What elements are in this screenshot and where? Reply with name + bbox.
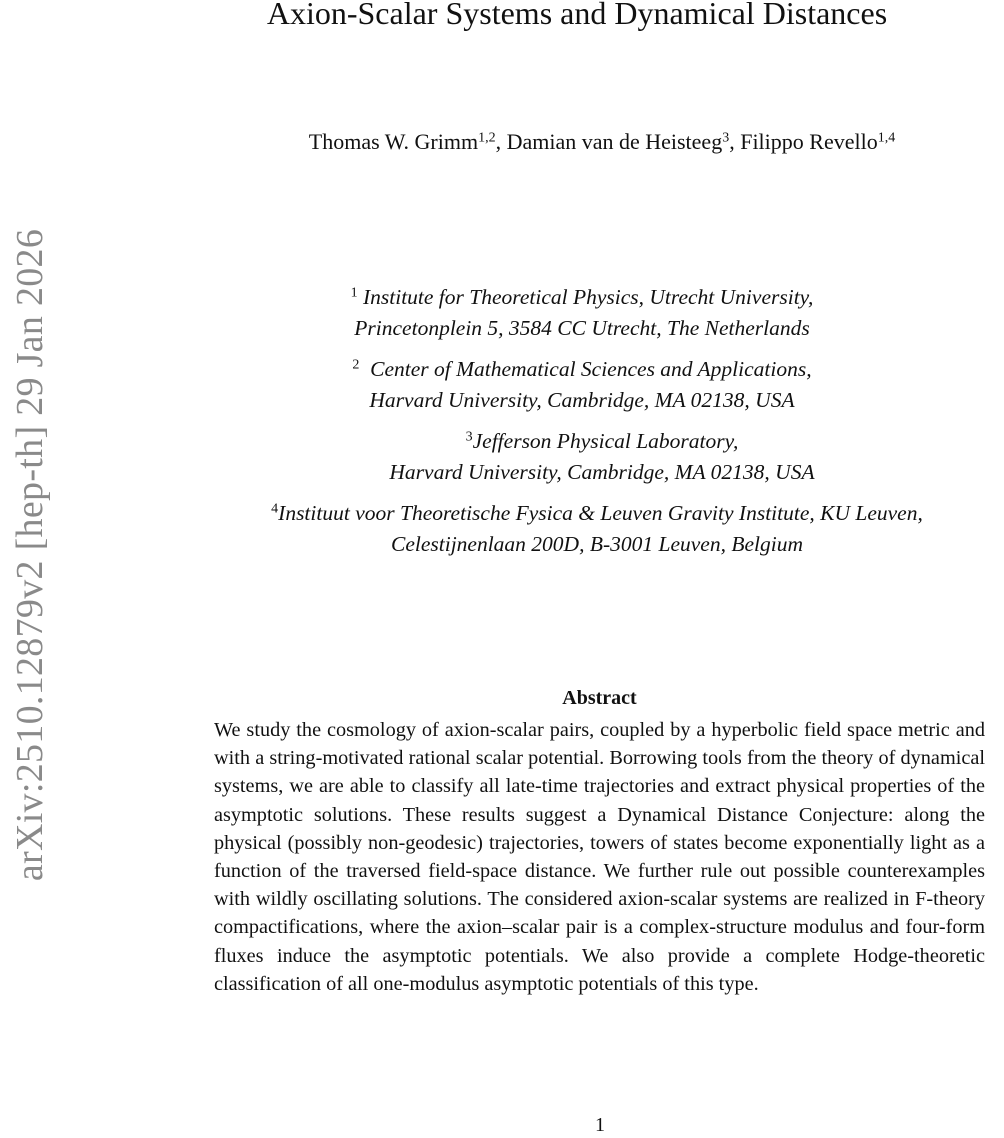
affiliation-line: Celestijnenlaan 200D, B-3001 Leuven, Belgium bbox=[390, 532, 803, 556]
author-separator: , bbox=[495, 129, 507, 154]
author-affiliation-marker: 1,4 bbox=[877, 130, 896, 146]
affiliation-1 bbox=[160, 282, 1004, 344]
affiliation-number: 4 bbox=[271, 501, 279, 517]
affiliation-line bbox=[200, 426, 1004, 457]
author-name: Damian van de Heisteeg bbox=[506, 129, 723, 154]
author-affiliation-marker: 1,2 bbox=[478, 130, 496, 146]
affiliation-text: Center of Mathematical Sciences and Applications, bbox=[370, 357, 812, 381]
arxiv-identifier-stamp: arXiv:2510.12879v2 [hep-th] 29 Jan 2026 bbox=[9, 228, 51, 882]
affiliation-line bbox=[160, 354, 1004, 385]
affiliation-3 bbox=[200, 426, 1004, 488]
affiliation-text: Instituut voor Theoretische Fysica & Leuven Gravity Institute, KU Leuven, bbox=[278, 501, 923, 525]
author-affiliation-marker: 3 bbox=[722, 130, 730, 146]
affiliation-number: 1 bbox=[350, 285, 358, 301]
affiliation-text: Institute for Theoretical Physics, Utrecht University, bbox=[362, 285, 814, 309]
paper-title: Axion-Scalar Systems and Dynamical Distances bbox=[266, 0, 888, 31]
author-separator: , bbox=[729, 129, 741, 154]
affiliation-4 bbox=[190, 498, 1004, 560]
author-name: Filippo Revello bbox=[740, 129, 878, 154]
affiliation-line: Princetonplein 5, 3584 CC Utrecht, The Netherlands bbox=[354, 316, 810, 340]
affiliation-line: Harvard University, Cambridge, MA 02138, USA bbox=[369, 388, 795, 412]
affiliation-number: 2 bbox=[352, 357, 360, 373]
abstract-text: We study the cosmology of axion-scalar pairs, coupled by a hyperbolic field space metric and with a string-motivated rational scalar potential. Borrowing tools from the theory of dynamical systems, we are able to classify all late-time trajectories and extract physical properties of the asymptotic solutions. These results suggest a Dynamical Distance Conjecture: along the physical (possibly non-geodesic) trajectories, towers of states become exponentially light as a function of the traversed field-space distance. We further rule out possible counterexamples with wildly oscillating solutions. The considered axion-scalar systems are realized in F-theory compactifications, where the axion–scalar pair is a complex-structure modulus and four-form fluxes induce the asymptotic potentials. We also provide a complete Hodge-theoretic classification of all one-modulus asymptotic potentials of this type. bbox=[214, 719, 985, 995]
affiliation-line: Harvard University, Cambridge, MA 02138, USA bbox=[389, 460, 815, 484]
affiliation-text: Jefferson Physical Laboratory, bbox=[472, 429, 739, 453]
abstract-heading: Abstract bbox=[562, 687, 637, 709]
affiliation-line bbox=[190, 498, 1004, 529]
affiliation-number: 3 bbox=[465, 429, 473, 445]
author-list bbox=[200, 126, 1004, 158]
affiliation-line bbox=[160, 282, 1004, 313]
author-name: Thomas W. Grimm bbox=[308, 129, 479, 154]
page-number: 1 bbox=[595, 1114, 605, 1136]
affiliation-2 bbox=[160, 354, 1004, 416]
